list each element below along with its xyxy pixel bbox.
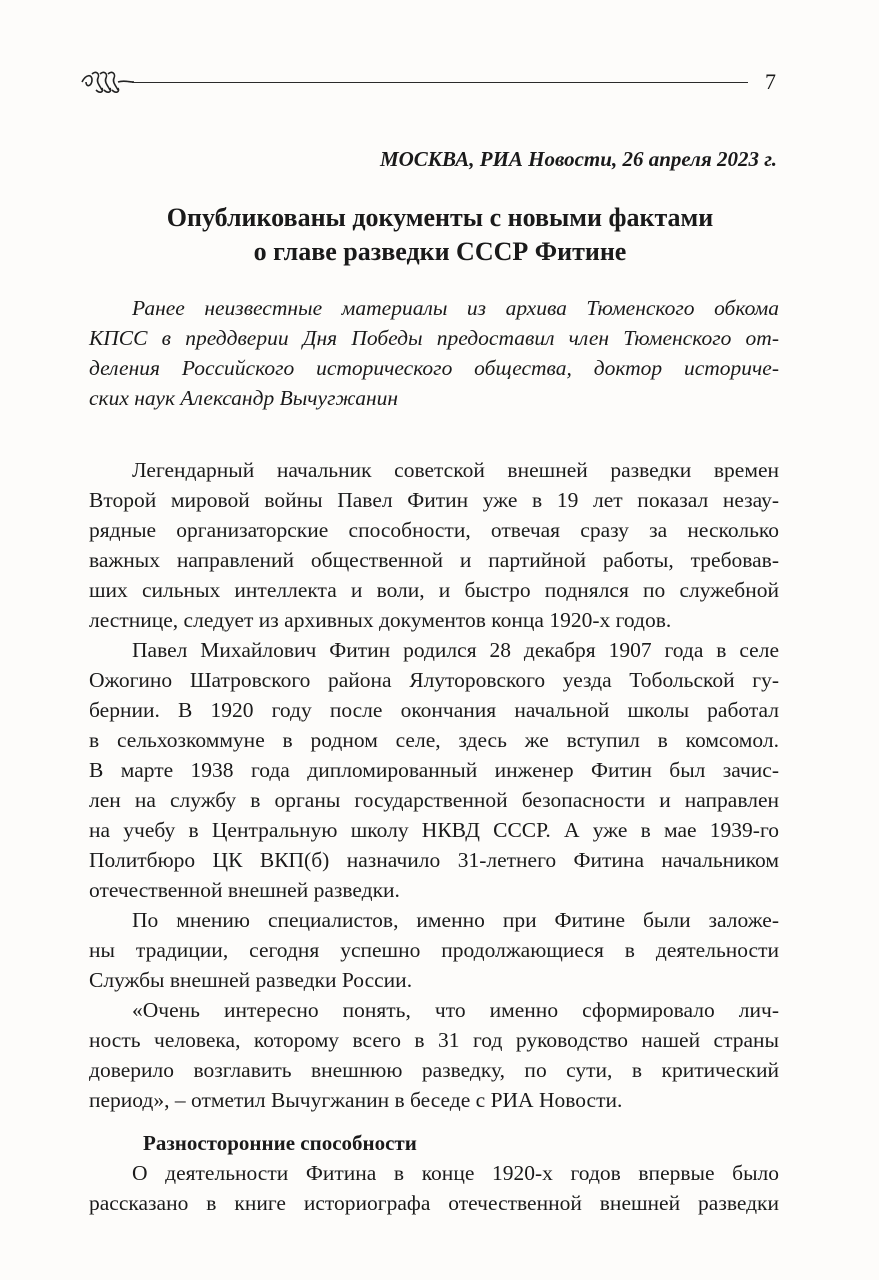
body-line: рядные организаторские способности, отвечая сразу за несколько <box>89 518 779 542</box>
article-title-line-1: Опубликованы документы с новыми фактами <box>166 203 714 232</box>
body-line: В марте 1938 года дипломированный инженер Фитин был зачис- <box>89 758 779 782</box>
body-line: лестнице, следует из архивных документов конца 1920-х годов. <box>89 608 672 632</box>
body-line: По мнению специалистов, именно при Фитине были заложе- <box>132 908 779 932</box>
body-line: О деятельности Фитина в конце 1920-х годов впервые было <box>132 1161 779 1185</box>
body-line: отечественной внешней разведки. <box>89 878 400 902</box>
lead-line: ских наук Александр Вычугжанин <box>89 386 399 410</box>
body-line: Легендарный начальник советской внешней разведки времен <box>132 458 779 482</box>
page-number: 7 <box>765 69 776 94</box>
body-line: Второй мировой войны Павел Фитин уже в 19 лет показал незау- <box>89 488 779 512</box>
body-line: важных направлений общественной и партийной работы, требовав- <box>89 548 779 572</box>
body-line: на учебу в Центральную школу НКВД СССР. А уже в мае 1939-го <box>89 818 779 842</box>
lead-line: Ранее неизвестные материалы из архива Тюменского обкома <box>132 296 779 320</box>
body-line: рассказано в книге историографа отечественной внешней разведки <box>89 1191 779 1215</box>
body-line: ших сильных интеллекта и воли, и быстро поднялся по служебной <box>89 578 779 602</box>
body-line: доверило возглавить внешнюю разведку, по сути, в критический <box>89 1058 779 1082</box>
body-line: «Очень интересно понять, что именно сформировало лич- <box>132 998 779 1022</box>
body-line: период», – отметил Вычугжанин в беседе с РИА Новости. <box>89 1088 623 1112</box>
body-line: в сельхозкоммуне в родном селе, здесь же вступил в комсомол. <box>89 728 779 752</box>
header-rule <box>132 82 748 83</box>
body-line: Павел Михайлович Фитин родился 28 декабря 1907 года в селе <box>132 638 779 662</box>
body-line: бернии. В 1920 году после окончания начальной школы работал <box>89 698 779 722</box>
body-line: ность человека, которому всего в 31 год руководство нашей страны <box>89 1028 779 1052</box>
body-line: Ожогино Шатровского района Ялуторовского уезда Тобольской гу- <box>89 668 779 692</box>
article-title-line-2: о главе разведки СССР Фитине <box>253 237 627 266</box>
body-line: лен на службу в органы государственной безопасности и направлен <box>89 788 779 812</box>
body-line: ны традиции, сегодня успешно продолжающиеся в деятельности <box>89 938 779 962</box>
lead-line: деления Российского исторического общества, доктор историче- <box>89 356 779 380</box>
body-line: Политбюро ЦК ВКП(б) назначило 31-летнего Фитина начальником <box>89 848 779 872</box>
body-line: Службы внешней разведки России. <box>89 968 413 992</box>
flourish-ornament-icon <box>78 66 134 98</box>
lead-line: КПСС в преддверии Дня Победы предоставил член Тюменского от- <box>89 326 779 350</box>
section-subheading: Разносторонние способности <box>143 1131 417 1155</box>
dateline: МОСКВА, РИА Новости, 26 апреля 2023 г. <box>379 147 777 171</box>
